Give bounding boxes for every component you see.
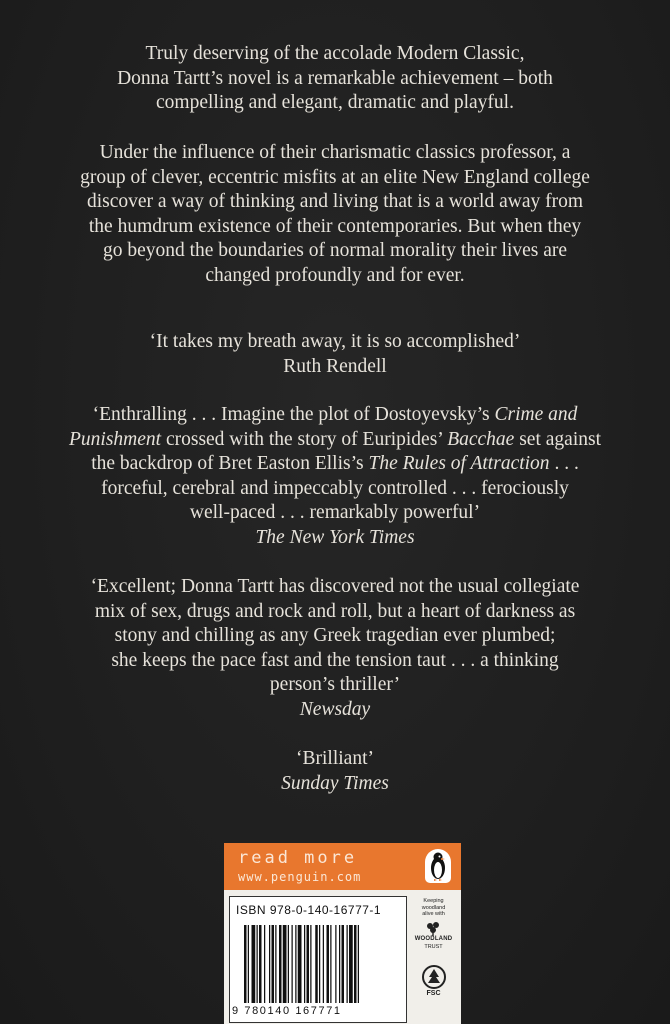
barcode-bar: [323, 925, 324, 1003]
barcode-bar: [319, 925, 320, 1003]
quote-line: person’s thriller’: [269, 674, 401, 695]
barcode-bar: [272, 925, 275, 1003]
barcode-bar: [342, 925, 345, 1003]
synopsis-line: Under the influence of their charismatic classics professor, a: [99, 142, 571, 163]
review-quote-sunday-times: [60, 747, 610, 796]
synopsis-line: discover a way of thinking and living that is a world away from: [86, 191, 584, 212]
barcode-bar: [335, 925, 336, 1003]
fsc-tree-icon: [421, 964, 447, 990]
quote-line: she keeps the pace fast and the tension taut . . . a thinking: [111, 649, 559, 671]
review-quote-nyt: [60, 403, 610, 550]
quote-line: mix of sex, drugs and rock and roll, but a heart of darkness as: [94, 600, 576, 622]
fsc-label: FSC: [426, 990, 441, 997]
barcode-box: [229, 896, 407, 1023]
barcode-bar: [347, 925, 348, 1003]
quote-source: Newsday: [299, 698, 371, 720]
intro-blurb: [60, 42, 610, 116]
intro-line: Donna Tartt’s novel is a remarkable achievement – both: [117, 67, 553, 89]
barcode-icon: [244, 925, 394, 1003]
barcode-bar: [283, 925, 287, 1003]
barcode-bar: [310, 925, 311, 1003]
intro-line: compelling and elegant, dramatic and playful.: [156, 92, 514, 113]
barcode-bar: [248, 925, 249, 1003]
quote-source: The New York Times: [255, 526, 415, 548]
review-quote-rendell: [60, 330, 610, 379]
read-more-banner: [224, 843, 461, 890]
keeping-woodland-text: Keeping woodland alive with: [421, 898, 446, 917]
barcode-bar: [298, 925, 302, 1003]
quote-line: forceful, cerebral and impeccably controlled . . . ferociously: [101, 477, 569, 499]
quote-line: well-paced . . . remarkably powerful’: [189, 502, 481, 523]
trust-label: TRUST: [424, 943, 443, 950]
quote-line: Punishment crossed with the story of Euripides’ Bacchae set against: [69, 428, 601, 450]
barcode-bar: [257, 925, 258, 1003]
penguin-logo-icon: [425, 849, 451, 883]
barcode-bar: [307, 925, 310, 1003]
barcode-bar: [349, 925, 353, 1003]
publisher-panel: [224, 843, 461, 1024]
quote-line: stony and chilling as any Greek tragedian ever plumbed;: [114, 625, 556, 646]
synopsis-line: the humdrum existence of their contemporaries. But when they: [88, 215, 582, 237]
barcode-bar: [279, 925, 282, 1003]
quote-text: ‘Brilliant’: [296, 748, 374, 769]
barcode-bar: [244, 925, 247, 1003]
quote-source: Sunday Times: [281, 772, 389, 794]
barcode-bar: [295, 925, 296, 1003]
barcode-bar: [269, 925, 270, 1003]
barcode-bar: [264, 925, 265, 1003]
barcode-bar: [259, 925, 262, 1003]
quote-text: ‘It takes my breath away, it is so accomplished’: [149, 331, 521, 352]
quote-source: Ruth Rendell: [283, 355, 387, 377]
intro-line: Truly deserving of the accolade Modern Classic,: [145, 43, 525, 64]
barcode-bar: [292, 925, 293, 1003]
barcode-bar: [275, 925, 276, 1003]
barcode-digits: 9 780140 167771: [232, 1005, 342, 1017]
quote-line: ‘Enthralling . . . Imagine the plot of Dostoyevsky’s Crime and: [92, 404, 578, 425]
barcode-bar: [327, 925, 330, 1003]
barcode-bar: [288, 925, 289, 1003]
synopsis-line: group of clever, eccentric misfits at an elite New England college: [80, 166, 590, 188]
woodland-label: WOODLAND: [414, 935, 453, 942]
quote-line: the backdrop of Bret Easton Ellis’s The Rules of Attraction . . .: [91, 453, 579, 474]
barcode-bar: [354, 925, 357, 1003]
barcode-bar: [358, 925, 359, 1003]
review-quote-newsday: [60, 575, 610, 722]
quote-line: ‘Excellent; Donna Tartt has discovered not the usual collegiate: [90, 576, 580, 597]
read-more-label: read more: [238, 848, 358, 868]
barcode-bar: [252, 925, 256, 1003]
woodland-fsc-column: [410, 896, 457, 1021]
woodland-trust-icon: [425, 922, 443, 936]
barcode-bar: [330, 925, 331, 1003]
barcode-bar: [315, 925, 318, 1003]
barcode-bar: [339, 925, 340, 1003]
synopsis-blurb: [60, 141, 610, 288]
barcode-bar: [304, 925, 305, 1003]
synopsis-line: changed profoundly and for ever.: [205, 264, 465, 286]
publisher-url: www.penguin.com: [238, 870, 362, 884]
synopsis-line: go beyond the boundaries of normal morality their lives are: [102, 240, 568, 261]
isbn-label: ISBN 978-0-140-16777-1: [236, 903, 382, 917]
